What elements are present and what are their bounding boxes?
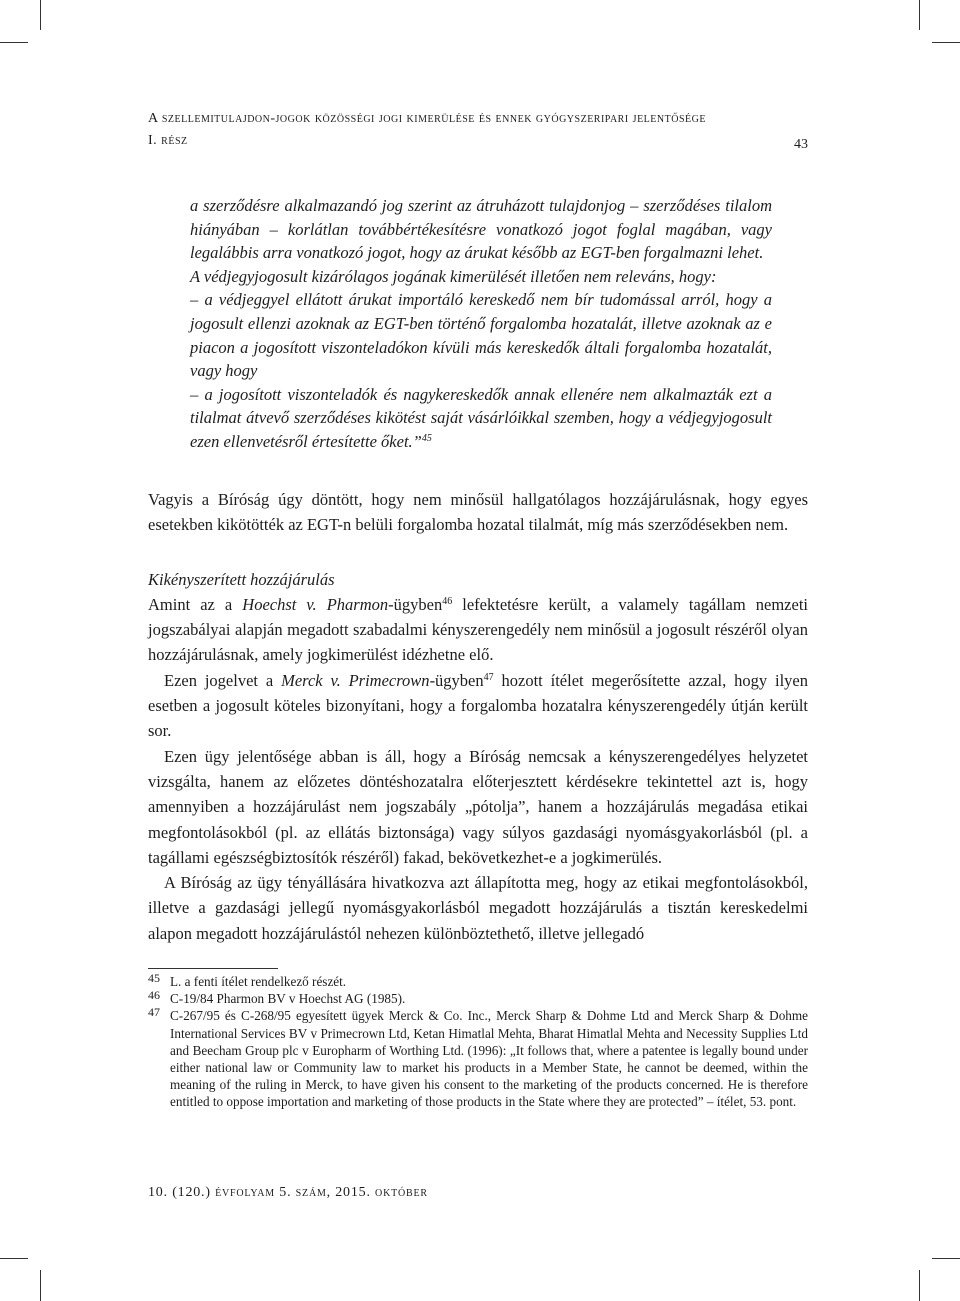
para3-text-b: -ügyben (429, 670, 484, 690)
crop-mark-bottom-left-h (0, 1258, 28, 1259)
para3-text-c: hozott ítélet megerősítette azzal, hogy ilyen esetben a jogosult köteles bizonyítani, hogy a forgalomba hozatalra kényszerengedély útján került sor. (148, 670, 809, 741)
crop-mark-top-left-v (40, 0, 41, 30)
running-header (148, 108, 808, 152)
footnote-text: C-19/84 Pharmon BV v Hoechst AG (1985). (170, 991, 406, 1007)
quote-paragraph-2: A védjegyjogosult kizárólagos jogának kimerülését illetően nem releváns, hogy: (190, 266, 717, 286)
crop-mark-bottom-right-v (919, 1270, 920, 1301)
para2-text-a: Amint az a (148, 594, 243, 614)
quote-paragraph-1: a szerződésre alkalmazandó jog szerint az átruházott tulajdonjog – szerződéses tilalom hiányában – korlátlan továbbértékesítésre vonatkozó jogot foglal magában, vagy legalábbis arra vonatkozó jogot, hogy az árukat később az EGT-ben forgalmazni lehet. (190, 196, 772, 263)
crop-mark-top-right-h (932, 42, 960, 43)
footnote-ref-45[interactable]: 45 (421, 432, 432, 444)
para3-text-a: Ezen jogelvet a (164, 670, 282, 690)
para2-text-b: -ügyben (388, 594, 443, 614)
crop-mark-bottom-left-v (40, 1270, 41, 1301)
footnote-ref-46[interactable]: 46 (442, 595, 453, 607)
crop-mark-top-left-h (0, 42, 28, 43)
footnote-number: 47 (148, 1005, 160, 1020)
body-paragraph-2 (148, 592, 808, 668)
section-subheading: Kikényszerített hozzájárulás (148, 569, 335, 589)
main-text (148, 487, 808, 946)
body-paragraph-1: Vagyis a Bíróság úgy döntött, hogy nem minősül hallgatólagos hozzájárulásnak, hogy egyes esetekben kikötötték az EGT-n belüli forgalomba hozatal tilalmát, míg más szerződésekben nem. (148, 490, 808, 535)
crop-mark-bottom-right-h (932, 1258, 960, 1259)
footnote-ref-47[interactable]: 47 (483, 671, 494, 683)
page-number: 43 (794, 137, 808, 152)
body-paragraph-5: A Bíróság az ügy tényállására hivatkozva azt állapította meg, hogy az etikai megfontolásokból, illetve a gazdasági jellegű nyomásgyakorlásból megadott hozzájárulás a tisztán kereskedelmi alapon megadott hozzájárulástól nehezen különböztethető, illetve jellegadó (148, 873, 808, 943)
footnote-number: 46 (148, 988, 160, 1003)
footnote (148, 990, 808, 1007)
footnotes (148, 973, 808, 1111)
quote-paragraph-4-text: – a jogosított viszonteladók és nagykereskedők annak ellenére nem alkalmazták ezt a tilalmat átvevő szerződéses kikötést saját vásárlóikkal szemben, hogy a védjegyjogosult ezen ellenvetésről értesítette őket.” (190, 384, 772, 451)
quote-paragraph-3: – a védjeggyel ellátott árukat importáló kereskedő nem bír tudomással arról, hogy a jogosult ellenzi azoknak az EGT-ben történő forgalomba hozatalát, illetve azoknak az e piacon a jogosított viszonteladókon kívüli más kereskedők általi forgalomba hozatalát, vagy hogy (190, 290, 772, 381)
footnote-text: L. a fenti ítélet rendelkező részét. (170, 974, 347, 989)
footnote (148, 1007, 808, 1110)
crop-mark-top-right-v (919, 0, 920, 30)
block-quote (190, 194, 772, 454)
body-paragraph-4: Ezen ügy jelentősége abban is áll, hogy a Bíróság nemcsak a kényszerengedélyes helyzetet vizsgálta, hanem az előzetes döntéshozatalra előterjesztett kérdésekre tekintettel azt is, hogy amennyiben a hozzájárulást nem jogszabály „pótolja”, hanem a hozzájárulás megadása etikai megfontolásokból (pl. az ellátás biztonsága) vagy súlyos gazdasági nyomásgyakorlásból (pl. a tagállami egészségbiztosítók részéről) fakad, bekövetkezhet-e a jogkimerülés. (148, 746, 808, 867)
footnote-number: 45 (148, 971, 160, 985)
footnote-text: C-267/95 és C-268/95 egyesített ügyek Merck & Co. Inc., Merck Sharp & Dohme Ltd and Merck Sharp & Dohme International Services BV v Primecrown Ltd, Ketan Himatlal Mehta, Bharat Himatlal Mehta and Necessity Supplies Ltd and Beecham Group plc v Europharm of Worthing Ltd. (1996): „It follows that, where a patentee is legally bound under either national law or Community law to market his products in a Member State, he cannot be deemed, within the meaning of the ruling in Merck, to have given his consent to the marketing of the products concerned. He is therefore entitled to oppose importation and marketing of those products in the State where they are protected” – ítélet, 53. pont. (170, 1008, 808, 1110)
case-name-merck: Merck v. Primecrown (281, 670, 430, 690)
quote-paragraph-4 (190, 383, 772, 454)
footnote-separator (148, 968, 278, 969)
para2-text-c: lefektetésre került, a valamely tagállam nemzeti jogszabályai alapján megadott szabadalmi kényszerengedély nem minősül a jogosult részéről olyan hozzájárulásnak, amely jogkimerülést idézhetne elő. (148, 594, 808, 665)
header-title-line2: I. rész (148, 133, 188, 148)
footnote (148, 973, 808, 990)
header-title-line1: A szellemitulajdon-jogok közösségi jogi kimerülése és ennek gyógyszeripari jelentősége (148, 111, 706, 126)
case-name-hoechst: Hoechst v. Pharmon (242, 594, 389, 614)
running-footer: 10. (120.) évfolyam 5. szám, 2015. október (148, 1185, 428, 1200)
body-paragraph-3 (148, 668, 808, 744)
